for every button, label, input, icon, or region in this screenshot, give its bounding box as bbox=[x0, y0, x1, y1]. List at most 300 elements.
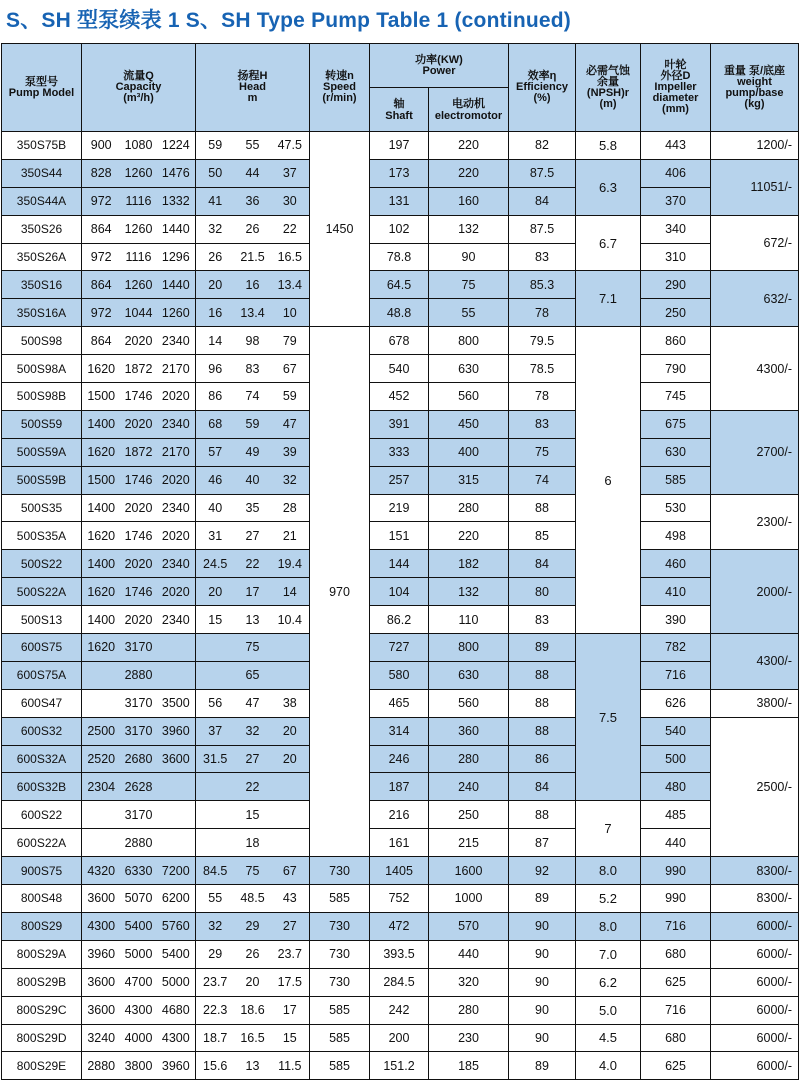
capacity-cell-value: 4320 bbox=[87, 863, 116, 878]
impeller-diameter-cell: 485 bbox=[641, 801, 711, 829]
table-row bbox=[2, 717, 799, 745]
capacity-cell bbox=[82, 410, 196, 438]
capacity-cell-value: 2628 bbox=[124, 779, 153, 794]
capacity-cell bbox=[82, 132, 196, 160]
head-cell-value: 79 bbox=[282, 333, 297, 348]
efficiency-cell: 85 bbox=[509, 522, 576, 550]
head-cell-value: 35 bbox=[245, 501, 260, 516]
efficiency-cell: 85.3 bbox=[509, 271, 576, 299]
table-row bbox=[2, 996, 799, 1024]
efficiency-cell: 78.5 bbox=[509, 355, 576, 383]
capacity-cell-value: 1440 bbox=[161, 277, 190, 292]
weight-cell: 6000/- bbox=[711, 940, 799, 968]
head-cell bbox=[196, 857, 310, 885]
capacity-cell-value: 2880 bbox=[124, 668, 153, 683]
weight-cell: 1200/- bbox=[711, 132, 799, 160]
capacity-cell-value: 1260 bbox=[124, 277, 153, 292]
head-cell-value: 40 bbox=[208, 501, 223, 516]
pump-model-cell: 600S32A bbox=[2, 745, 82, 773]
efficiency-cell: 90 bbox=[509, 912, 576, 940]
capacity-cell-value: 5070 bbox=[124, 891, 153, 906]
impeller-diameter-cell: 340 bbox=[641, 215, 711, 243]
weight-cell: 6000/- bbox=[711, 1024, 799, 1052]
head-cell-value: 86 bbox=[208, 389, 223, 404]
head-cell bbox=[196, 132, 310, 160]
head-cell-value: 32 bbox=[208, 222, 223, 237]
efficiency-cell: 74 bbox=[509, 466, 576, 494]
capacity-cell-value: 3960 bbox=[161, 724, 190, 739]
head-cell-value: 40 bbox=[245, 473, 260, 488]
table-header bbox=[2, 44, 799, 132]
capacity-cell bbox=[82, 1024, 196, 1052]
capacity-cell bbox=[82, 327, 196, 355]
motor-power-cell: 280 bbox=[429, 494, 509, 522]
motor-power-cell: 75 bbox=[429, 271, 509, 299]
npsh-cell: 6 bbox=[576, 327, 641, 634]
capacity-cell-value: 4300 bbox=[161, 1030, 190, 1045]
capacity-cell-value: 2020 bbox=[161, 389, 190, 404]
capacity-cell-value: 1620 bbox=[87, 445, 116, 460]
capacity-cell-value: 1400 bbox=[87, 556, 116, 571]
capacity-cell bbox=[82, 940, 196, 968]
head-cell-value: 13.4 bbox=[277, 277, 302, 292]
impeller-diameter-cell: 626 bbox=[641, 689, 711, 717]
shaft-power-cell: 48.8 bbox=[370, 299, 429, 327]
npsh-cell: 6.7 bbox=[576, 215, 641, 271]
head-cell bbox=[196, 327, 310, 355]
shaft-power-cell: 197 bbox=[370, 132, 429, 160]
impeller-diameter-cell: 406 bbox=[641, 159, 711, 187]
motor-power-cell: 160 bbox=[429, 187, 509, 215]
capacity-cell-value: 972 bbox=[90, 250, 112, 264]
pump-model-cell: 500S22A bbox=[2, 578, 82, 606]
capacity-cell-value: 1296 bbox=[161, 250, 190, 264]
pump-model-cell: 500S35 bbox=[2, 494, 82, 522]
impeller-diameter-cell: 443 bbox=[641, 132, 711, 160]
capacity-cell-value: 2304 bbox=[87, 779, 116, 794]
head-cell-value: 50 bbox=[208, 166, 223, 181]
motor-power-cell: 320 bbox=[429, 968, 509, 996]
npsh-cell: 5.2 bbox=[576, 885, 641, 913]
shaft-power-cell: 161 bbox=[370, 829, 429, 857]
shaft-power-cell: 393.5 bbox=[370, 940, 429, 968]
capacity-cell-value: 972 bbox=[90, 194, 112, 209]
efficiency-cell: 89 bbox=[509, 885, 576, 913]
shaft-power-cell: 131 bbox=[370, 187, 429, 215]
head-cell-value: 68 bbox=[208, 417, 223, 432]
head-cell-value: 16 bbox=[245, 277, 260, 292]
head-cell bbox=[196, 299, 310, 327]
efficiency-cell: 79.5 bbox=[509, 327, 576, 355]
npsh-cell: 5.0 bbox=[576, 996, 641, 1024]
shaft-power-cell: 151 bbox=[370, 522, 429, 550]
head-cell-value: 26 bbox=[208, 250, 223, 264]
efficiency-cell: 88 bbox=[509, 717, 576, 745]
npsh-cell: 7.0 bbox=[576, 940, 641, 968]
npsh-cell: 4.0 bbox=[576, 1052, 641, 1080]
table-row bbox=[2, 243, 799, 271]
capacity-cell-value: 2170 bbox=[161, 445, 190, 460]
table-row bbox=[2, 773, 799, 801]
motor-power-cell: 220 bbox=[429, 159, 509, 187]
header-model: 泵型号 Pump Model bbox=[2, 44, 82, 132]
impeller-diameter-cell: 625 bbox=[641, 1052, 711, 1080]
impeller-diameter-cell: 290 bbox=[641, 271, 711, 299]
capacity-cell-value: 1476 bbox=[161, 166, 190, 181]
motor-power-cell: 240 bbox=[429, 773, 509, 801]
efficiency-cell: 82 bbox=[509, 132, 576, 160]
impeller-diameter-cell: 250 bbox=[641, 299, 711, 327]
head-cell-value: 18 bbox=[245, 835, 260, 850]
table-row bbox=[2, 801, 799, 829]
head-cell-value: 74 bbox=[245, 389, 260, 404]
capacity-cell bbox=[82, 355, 196, 383]
capacity-cell bbox=[82, 1052, 196, 1080]
table-row bbox=[2, 745, 799, 773]
capacity-cell-value: 1872 bbox=[124, 361, 153, 376]
capacity-cell-value: 1620 bbox=[87, 640, 116, 655]
capacity-cell-value: 1260 bbox=[124, 222, 153, 237]
head-cell-value: 10.4 bbox=[277, 612, 302, 627]
head-cell bbox=[196, 355, 310, 383]
npsh-cell: 6.3 bbox=[576, 159, 641, 215]
head-cell-value: 32 bbox=[245, 724, 260, 739]
npsh-cell: 7.1 bbox=[576, 271, 641, 327]
capacity-cell-value: 2340 bbox=[161, 612, 190, 627]
head-cell bbox=[196, 187, 310, 215]
header-capacity: 流量Q Capacity (m³/h) bbox=[82, 44, 196, 132]
capacity-cell-value: 3170 bbox=[124, 640, 153, 655]
pump-model-cell: 600S47 bbox=[2, 689, 82, 717]
capacity-cell-value: 864 bbox=[90, 277, 112, 292]
table-row bbox=[2, 1024, 799, 1052]
pump-model-cell: 600S22 bbox=[2, 801, 82, 829]
speed-cell: 730 bbox=[310, 912, 370, 940]
head-cell-value: 22 bbox=[245, 779, 260, 794]
capacity-cell-value: 4680 bbox=[161, 1003, 190, 1018]
header-npsh: 必需气蚀 余量 (NPSH)r (m) bbox=[576, 44, 641, 132]
head-cell bbox=[196, 689, 310, 717]
impeller-diameter-cell: 630 bbox=[641, 438, 711, 466]
capacity-cell-value: 1260 bbox=[161, 305, 190, 320]
shaft-power-cell: 200 bbox=[370, 1024, 429, 1052]
table-row bbox=[2, 410, 799, 438]
efficiency-cell: 75 bbox=[509, 438, 576, 466]
head-cell-value: 29 bbox=[208, 947, 223, 962]
capacity-cell-value: 1500 bbox=[87, 473, 116, 488]
efficiency-cell: 88 bbox=[509, 689, 576, 717]
capacity-cell-value: 1746 bbox=[124, 584, 153, 599]
capacity-cell-value: 5400 bbox=[124, 919, 153, 934]
capacity-cell bbox=[82, 494, 196, 522]
header-weight: 重量 泵/底座 weight pump/base (kg) bbox=[711, 44, 799, 132]
impeller-diameter-cell: 675 bbox=[641, 410, 711, 438]
impeller-diameter-cell: 585 bbox=[641, 466, 711, 494]
capacity-cell-value: 1332 bbox=[161, 194, 190, 209]
head-cell-value: 67 bbox=[282, 863, 297, 878]
capacity-cell bbox=[82, 885, 196, 913]
motor-power-cell: 90 bbox=[429, 243, 509, 271]
impeller-diameter-cell: 680 bbox=[641, 1024, 711, 1052]
impeller-diameter-cell: 310 bbox=[641, 243, 711, 271]
head-cell-value: 15 bbox=[208, 612, 223, 627]
weight-cell: 2700/- bbox=[711, 410, 799, 494]
weight-cell: 6000/- bbox=[711, 968, 799, 996]
table-row bbox=[2, 912, 799, 940]
head-cell-value: 75 bbox=[245, 863, 260, 878]
capacity-cell bbox=[82, 634, 196, 662]
table-row bbox=[2, 550, 799, 578]
capacity-cell-value: 1620 bbox=[87, 528, 116, 543]
head-cell-value: 41 bbox=[208, 194, 223, 209]
motor-power-cell: 220 bbox=[429, 522, 509, 550]
motor-power-cell: 450 bbox=[429, 410, 509, 438]
head-cell-value: 18.6 bbox=[240, 1003, 265, 1018]
impeller-diameter-cell: 680 bbox=[641, 940, 711, 968]
head-cell bbox=[196, 1024, 310, 1052]
shaft-power-cell: 104 bbox=[370, 578, 429, 606]
head-cell bbox=[196, 773, 310, 801]
head-cell bbox=[196, 940, 310, 968]
capacity-cell-value: 1044 bbox=[124, 305, 153, 320]
table-row bbox=[2, 1052, 799, 1080]
capacity-cell-value: 1620 bbox=[87, 361, 116, 376]
motor-power-cell: 55 bbox=[429, 299, 509, 327]
impeller-diameter-cell: 530 bbox=[641, 494, 711, 522]
efficiency-cell: 89 bbox=[509, 1052, 576, 1080]
capacity-cell bbox=[82, 661, 196, 689]
head-cell-value: 39 bbox=[282, 445, 297, 460]
capacity-cell bbox=[82, 857, 196, 885]
shaft-power-cell: 246 bbox=[370, 745, 429, 773]
efficiency-cell: 88 bbox=[509, 801, 576, 829]
motor-power-cell: 1600 bbox=[429, 857, 509, 885]
table-row bbox=[2, 159, 799, 187]
capacity-cell-value: 3800 bbox=[124, 1058, 153, 1073]
head-cell bbox=[196, 912, 310, 940]
head-cell-value: 83 bbox=[245, 361, 260, 376]
head-cell bbox=[196, 383, 310, 411]
head-cell-value: 24.5 bbox=[203, 556, 228, 571]
head-cell-value: 27 bbox=[245, 528, 260, 543]
head-cell-value: 23.7 bbox=[277, 947, 302, 962]
page-title: S、SH 型泵续表 1 S、SH Type Pump Table 1 (continued) bbox=[6, 9, 571, 32]
head-cell-value: 17 bbox=[282, 1003, 297, 1018]
head-cell-value: 19.4 bbox=[277, 556, 302, 571]
capacity-cell-value: 2020 bbox=[161, 528, 190, 543]
capacity-cell-value: 3170 bbox=[124, 696, 153, 711]
capacity-cell-value: 2340 bbox=[161, 501, 190, 516]
pump-model-cell: 500S59B bbox=[2, 466, 82, 494]
capacity-cell-value: 3600 bbox=[87, 891, 116, 906]
head-cell-value: 23.7 bbox=[203, 975, 228, 990]
capacity-cell bbox=[82, 550, 196, 578]
npsh-cell: 8.0 bbox=[576, 857, 641, 885]
weight-cell: 2000/- bbox=[711, 550, 799, 634]
head-cell bbox=[196, 661, 310, 689]
capacity-cell-value: 1746 bbox=[124, 389, 153, 404]
table-row bbox=[2, 829, 799, 857]
impeller-diameter-cell: 860 bbox=[641, 327, 711, 355]
motor-power-cell: 560 bbox=[429, 383, 509, 411]
capacity-cell-value: 1440 bbox=[161, 222, 190, 237]
head-cell bbox=[196, 159, 310, 187]
capacity-cell-value: 2500 bbox=[87, 724, 116, 739]
motor-power-cell: 440 bbox=[429, 940, 509, 968]
impeller-diameter-cell: 498 bbox=[641, 522, 711, 550]
motor-power-cell: 220 bbox=[429, 132, 509, 160]
efficiency-cell: 87.5 bbox=[509, 159, 576, 187]
impeller-diameter-cell: 540 bbox=[641, 717, 711, 745]
capacity-cell bbox=[82, 606, 196, 634]
efficiency-cell: 83 bbox=[509, 243, 576, 271]
head-cell-value: 11.5 bbox=[278, 1058, 302, 1073]
head-cell-value: 31 bbox=[208, 528, 223, 543]
motor-power-cell: 1000 bbox=[429, 885, 509, 913]
pump-model-cell: 500S59A bbox=[2, 438, 82, 466]
header-efficiency: 效率η Efficiency (%) bbox=[509, 44, 576, 132]
capacity-cell-value: 1080 bbox=[124, 138, 153, 153]
speed-cell: 585 bbox=[310, 996, 370, 1024]
head-cell bbox=[196, 829, 310, 857]
capacity-cell bbox=[82, 271, 196, 299]
motor-power-cell: 400 bbox=[429, 438, 509, 466]
head-cell-value: 47 bbox=[282, 417, 297, 432]
capacity-cell-value: 1400 bbox=[87, 612, 116, 627]
pump-model-cell: 350S16 bbox=[2, 271, 82, 299]
capacity-cell-value: 2020 bbox=[161, 473, 190, 488]
shaft-power-cell: 144 bbox=[370, 550, 429, 578]
capacity-cell bbox=[82, 773, 196, 801]
table-row bbox=[2, 327, 799, 355]
table-row bbox=[2, 132, 799, 160]
weight-cell: 6000/- bbox=[711, 996, 799, 1024]
shaft-power-cell: 314 bbox=[370, 717, 429, 745]
capacity-cell-value: 3960 bbox=[161, 1058, 190, 1073]
head-cell-value: 46 bbox=[208, 473, 223, 488]
pump-model-cell: 350S16A bbox=[2, 299, 82, 327]
shaft-power-cell: 284.5 bbox=[370, 968, 429, 996]
capacity-cell bbox=[82, 299, 196, 327]
table-row bbox=[2, 661, 799, 689]
pump-model-cell: 800S29E bbox=[2, 1052, 82, 1080]
head-cell-value: 32 bbox=[208, 919, 223, 934]
impeller-diameter-cell: 480 bbox=[641, 773, 711, 801]
head-cell-value: 59 bbox=[282, 389, 297, 404]
capacity-cell-value: 5000 bbox=[124, 947, 153, 962]
head-cell bbox=[196, 522, 310, 550]
capacity-cell-value: 864 bbox=[90, 333, 112, 348]
head-cell-value: 22 bbox=[245, 556, 260, 571]
pump-model-cell: 500S98A bbox=[2, 355, 82, 383]
header-shaft: 轴 Shaft bbox=[370, 88, 429, 132]
impeller-diameter-cell: 716 bbox=[641, 996, 711, 1024]
head-cell-value: 49 bbox=[245, 445, 260, 460]
head-cell-value: 21.5 bbox=[240, 250, 265, 264]
head-cell-value: 84.5 bbox=[203, 863, 228, 878]
head-cell bbox=[196, 410, 310, 438]
capacity-cell-value: 2020 bbox=[124, 556, 153, 571]
head-cell bbox=[196, 634, 310, 662]
table-row bbox=[2, 578, 799, 606]
head-cell-value: 67 bbox=[282, 361, 297, 376]
capacity-cell-value: 2020 bbox=[124, 501, 153, 516]
head-cell bbox=[196, 494, 310, 522]
pump-model-cell: 800S29A bbox=[2, 940, 82, 968]
shaft-power-cell: 752 bbox=[370, 885, 429, 913]
head-cell-value: 48.5 bbox=[240, 891, 265, 906]
motor-power-cell: 315 bbox=[429, 466, 509, 494]
capacity-cell-value: 1400 bbox=[87, 501, 116, 516]
motor-power-cell: 360 bbox=[429, 717, 509, 745]
shaft-power-cell: 472 bbox=[370, 912, 429, 940]
header-power: 功率(KW) Power bbox=[370, 44, 509, 88]
head-cell bbox=[196, 550, 310, 578]
efficiency-cell: 90 bbox=[509, 996, 576, 1024]
shaft-power-cell: 391 bbox=[370, 410, 429, 438]
capacity-cell bbox=[82, 383, 196, 411]
head-cell-value: 13 bbox=[245, 612, 260, 627]
head-cell-value: 57 bbox=[208, 445, 223, 460]
impeller-diameter-cell: 410 bbox=[641, 578, 711, 606]
efficiency-cell: 84 bbox=[509, 187, 576, 215]
capacity-cell-value: 1116 bbox=[125, 250, 152, 264]
head-cell-value: 44 bbox=[245, 166, 260, 181]
shaft-power-cell: 216 bbox=[370, 801, 429, 829]
efficiency-cell: 87 bbox=[509, 829, 576, 857]
impeller-diameter-cell: 745 bbox=[641, 383, 711, 411]
head-cell-value: 59 bbox=[208, 138, 223, 153]
speed-cell: 585 bbox=[310, 1052, 370, 1080]
pump-model-cell: 500S35A bbox=[2, 522, 82, 550]
head-cell-value: 13 bbox=[245, 1058, 260, 1073]
shaft-power-cell: 64.5 bbox=[370, 271, 429, 299]
table-row bbox=[2, 885, 799, 913]
head-cell-value: 17.5 bbox=[277, 975, 302, 990]
head-cell-value: 14 bbox=[282, 584, 297, 599]
weight-cell: 632/- bbox=[711, 271, 799, 327]
head-cell-value: 16.5 bbox=[240, 1030, 265, 1045]
head-cell-value: 10 bbox=[282, 305, 297, 320]
efficiency-cell: 84 bbox=[509, 773, 576, 801]
efficiency-cell: 87.5 bbox=[509, 215, 576, 243]
shaft-power-cell: 580 bbox=[370, 661, 429, 689]
capacity-cell-value: 3600 bbox=[161, 752, 190, 767]
efficiency-cell: 78 bbox=[509, 299, 576, 327]
speed-cell: 970 bbox=[310, 327, 370, 857]
head-cell-value: 27 bbox=[282, 919, 297, 934]
motor-power-cell: 185 bbox=[429, 1052, 509, 1080]
efficiency-cell: 92 bbox=[509, 857, 576, 885]
head-cell-value: 15 bbox=[245, 807, 260, 822]
capacity-cell-value: 3170 bbox=[124, 807, 153, 822]
table-row bbox=[2, 940, 799, 968]
table-row bbox=[2, 522, 799, 550]
pump-model-cell: 500S59 bbox=[2, 410, 82, 438]
impeller-diameter-cell: 500 bbox=[641, 745, 711, 773]
impeller-diameter-cell: 716 bbox=[641, 661, 711, 689]
capacity-cell-value: 1260 bbox=[124, 166, 153, 181]
motor-power-cell: 182 bbox=[429, 550, 509, 578]
capacity-cell-value: 2340 bbox=[161, 417, 190, 432]
capacity-cell-value: 5000 bbox=[161, 975, 190, 990]
speed-cell: 585 bbox=[310, 1024, 370, 1052]
shaft-power-cell: 678 bbox=[370, 327, 429, 355]
head-cell-value: 38 bbox=[282, 696, 297, 711]
table-row bbox=[2, 689, 799, 717]
pump-model-cell: 800S29D bbox=[2, 1024, 82, 1052]
head-cell bbox=[196, 215, 310, 243]
